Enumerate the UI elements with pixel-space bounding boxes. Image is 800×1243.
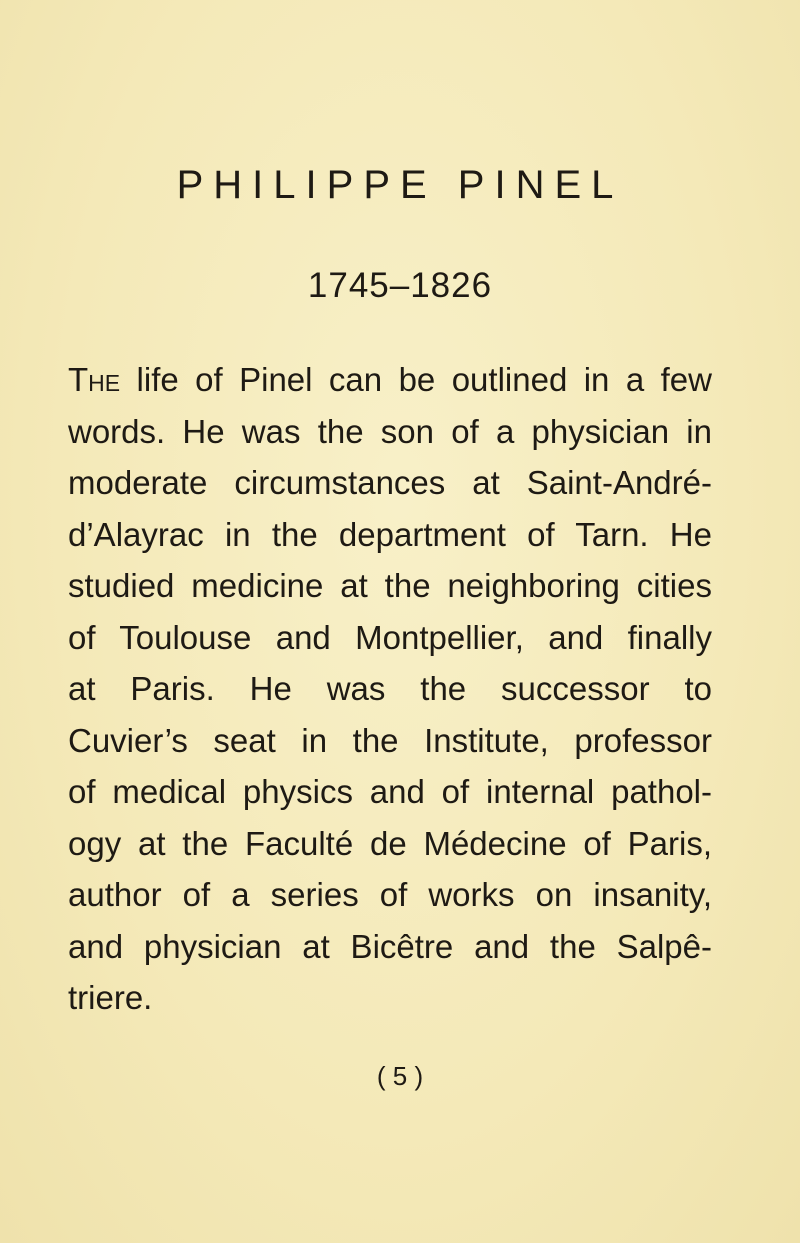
life-dates: 1745–1826 — [307, 266, 493, 305]
text-line: of Toulouse and Montpellier, and finally — [68, 618, 712, 656]
text-line: author of a series of works on insanity, — [68, 876, 712, 913]
page-title: PHILIPPE PINEL — [176, 163, 624, 207]
text-line: triere. — [68, 979, 153, 1016]
text-line: ogy at the Faculté de Médecine of Paris, — [68, 824, 712, 862]
text-line: studied medicine at the neighboring cities — [68, 567, 712, 604]
biography-paragraph — [68, 363, 712, 1033]
page-number: ( 5 ) — [376, 1061, 424, 1091]
text-line — [68, 363, 712, 415]
text-line: Cuvier’s seat in the Institute, professor — [68, 721, 712, 759]
text-line: moderate circumstances at Saint-André- — [68, 464, 712, 501]
drop-word: The — [68, 361, 121, 398]
text-line: d’Alayrac in the department of Tarn. He — [68, 515, 712, 553]
text-line: of medical physics and of internal pathol- — [68, 773, 712, 810]
text-line-rest: life of Pinel can be outlined in a few — [120, 361, 712, 398]
text-line: and physician at Bicêtre and the Salpê- — [68, 927, 712, 965]
text-line: words. He was the son of a physician in — [68, 412, 712, 450]
text-line: at Paris. He was the successor to — [68, 670, 712, 707]
